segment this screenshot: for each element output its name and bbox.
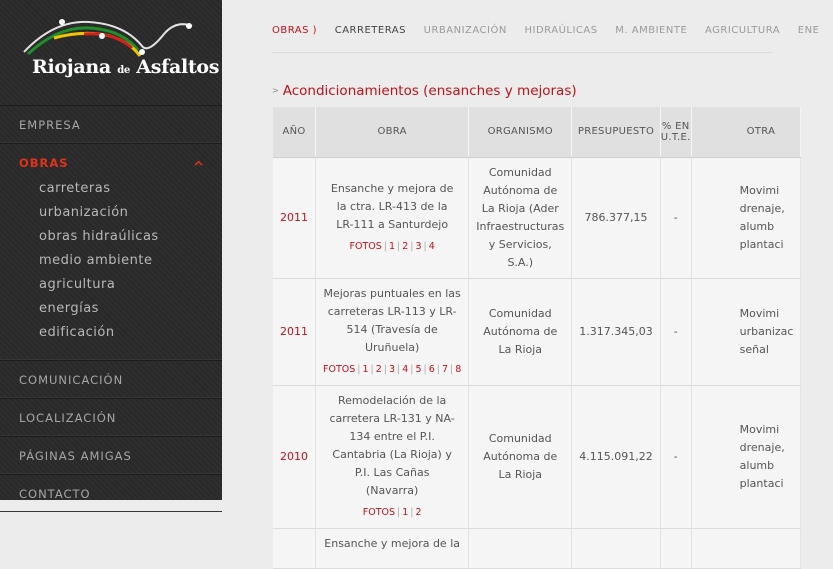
fotos-links: FOTOS | 1 | 2 | 3 | 4 | 5 | 6 | 7 | 8 — [323, 363, 462, 375]
foto-link[interactable]: 5 — [415, 363, 422, 375]
cell-presupuesto: 4.115.091,22 — [572, 385, 660, 528]
nav-label[interactable]: PÁGINAS AMIGAS — [19, 449, 132, 463]
submenu-item-carreteras[interactable]: carreteras — [39, 181, 111, 196]
cell-year: 2010 — [273, 385, 316, 528]
submenu-item-obras-hidraulicas[interactable]: obras hidraúlicas — [39, 229, 159, 244]
cell-year — [273, 528, 316, 568]
section-title-text: Acondicionamientos (ensanches y mejoras) — [282, 83, 577, 99]
obra-text: Ensanche y mejora de la ctra. LR-413 de la LR-111 a Santurdejo — [330, 181, 454, 231]
cell-year: 2011 — [273, 157, 316, 278]
nav-item-localizacion[interactable] — [0, 398, 222, 436]
table-row — [273, 157, 801, 278]
nav-label[interactable]: CONTACTO — [19, 487, 91, 501]
cell-organismo — [469, 528, 572, 568]
tab-urbanizacion[interactable]: URBANIZACIÓN — [423, 25, 507, 36]
logo[interactable] — [14, 12, 220, 78]
sidebar-nav — [0, 105, 222, 512]
table-row — [273, 385, 801, 528]
chevron-up-icon[interactable] — [194, 159, 203, 168]
foto-link[interactable]: 1 — [388, 240, 396, 252]
cell-presupuesto — [572, 528, 660, 568]
obra-text: Ensanche y mejora de la — [324, 536, 460, 550]
foto-link[interactable]: 6 — [428, 363, 435, 375]
tab-agricultura[interactable]: AGRICULTURA — [704, 25, 781, 36]
cell-presupuesto: 786.377,15 — [572, 157, 660, 278]
fotos-links: FOTOS | 1 | 2 — [362, 506, 422, 518]
table-row — [273, 278, 801, 385]
obra-text: Remodelación de la carretera LR-131 y NA-134 entre el P.I. Cantabria (La Rioja) y P.I. Las Cañas (Navarra) — [329, 393, 455, 497]
nav-label[interactable]: EMPRESA — [19, 118, 81, 132]
logo-road-graphic — [14, 12, 210, 62]
cell-otras: Movimi drenaje, alumb plantaci — [691, 157, 801, 278]
obras-submenu — [0, 177, 222, 345]
col-header-organismo: ORGANISMO — [469, 107, 572, 157]
foto-link[interactable]: 2 — [415, 506, 422, 518]
cell-obra — [316, 385, 469, 528]
nav-label[interactable]: COMUNICACIÓN — [19, 373, 124, 387]
col-header-ute: % EN U.T.E. — [660, 107, 691, 157]
foto-link[interactable]: 4 — [428, 240, 435, 252]
fotos-links: FOTOS | 1 | 2 | 3 | 4 — [349, 240, 435, 252]
cell-obra — [316, 157, 469, 278]
nav-label[interactable]: LOCALIZACIÓN — [19, 411, 117, 425]
obra-text: Mejoras puntuales en las carreteras LR-113 y LR-514 (Travesía de Uruñuela) — [323, 286, 461, 354]
logo-text: Riojana de Asfaltos — [32, 56, 220, 78]
category-tabs — [272, 25, 833, 36]
foto-link[interactable]: 1 — [362, 363, 369, 375]
tab-carreteras[interactable]: CARRETERAS — [334, 25, 406, 36]
table-row — [273, 528, 801, 568]
table-header-row — [273, 107, 801, 157]
divider — [272, 52, 772, 53]
col-header-obra: OBRA — [316, 107, 469, 157]
col-header-otras: OTRA — [691, 107, 801, 157]
col-header-presupuesto: PRESUPUESTO — [572, 107, 660, 157]
foto-link[interactable]: 1 — [402, 506, 409, 518]
cell-ute: - — [660, 278, 691, 385]
arrow-icon: > — [272, 86, 279, 95]
cell-ute: - — [660, 157, 691, 278]
tab-hidraulicas[interactable]: HIDRAÚLICAS — [524, 25, 598, 36]
foto-link[interactable]: 4 — [402, 363, 409, 375]
cell-otras — [691, 528, 801, 568]
fotos-label: FOTOS — [362, 506, 396, 518]
works-table — [273, 107, 801, 569]
nav-label[interactable]: OBRAS — [19, 156, 69, 170]
nav-item-empresa[interactable] — [0, 105, 222, 143]
tab-energias[interactable]: ENE — [797, 25, 820, 36]
nav-item-paginas-amigas[interactable] — [0, 436, 222, 474]
foto-link[interactable]: 3 — [415, 240, 422, 252]
cell-ute — [660, 528, 691, 568]
section-title — [272, 83, 577, 99]
cell-ute: - — [660, 385, 691, 528]
sidebar — [0, 0, 222, 500]
tab-medio-ambiente[interactable]: M. AMBIENTE — [615, 25, 688, 36]
main-content — [222, 0, 820, 550]
cell-organismo: Comunidad Autónoma de La Rioja — [469, 278, 572, 385]
submenu-item-energias[interactable]: energías — [39, 301, 99, 316]
foto-link[interactable]: 3 — [388, 363, 396, 375]
col-header-year: AÑO — [273, 107, 316, 157]
cell-obra — [316, 278, 469, 385]
fotos-label: FOTOS — [349, 240, 382, 252]
cell-organismo: Comunidad Autónoma de La Rioja — [469, 385, 572, 528]
fotos-label: FOTOS — [323, 363, 356, 375]
nav-item-contacto[interactable] — [0, 474, 222, 512]
foto-link[interactable]: 2 — [375, 363, 382, 375]
tab-obras[interactable]: OBRAS ) — [272, 25, 318, 36]
nav-item-comunicacion[interactable] — [0, 360, 222, 398]
cell-otras: Movimi urbanizac señal — [691, 278, 801, 385]
submenu-item-agricultura[interactable]: agricultura — [39, 277, 116, 292]
cell-year: 2011 — [273, 278, 316, 385]
nav-item-obras[interactable] — [0, 143, 222, 360]
cell-otras: Movimi drenaje, alumb plantaci — [691, 385, 801, 528]
foto-link[interactable]: 8 — [455, 363, 462, 375]
foto-link[interactable]: 7 — [441, 363, 449, 375]
foto-link[interactable]: 2 — [402, 240, 409, 252]
submenu-item-urbanizacion[interactable]: urbanización — [39, 205, 129, 220]
cell-obra — [316, 528, 469, 568]
cell-organismo: Comunidad Autónoma de La Rioja (Ader Infraestructuras y Servicios, S.A.) — [469, 157, 572, 278]
submenu-item-edificacion[interactable]: edificación — [39, 325, 115, 340]
submenu-item-medio-ambiente[interactable]: medio ambiente — [39, 253, 153, 268]
cell-presupuesto: 1.317.345,03 — [572, 278, 660, 385]
